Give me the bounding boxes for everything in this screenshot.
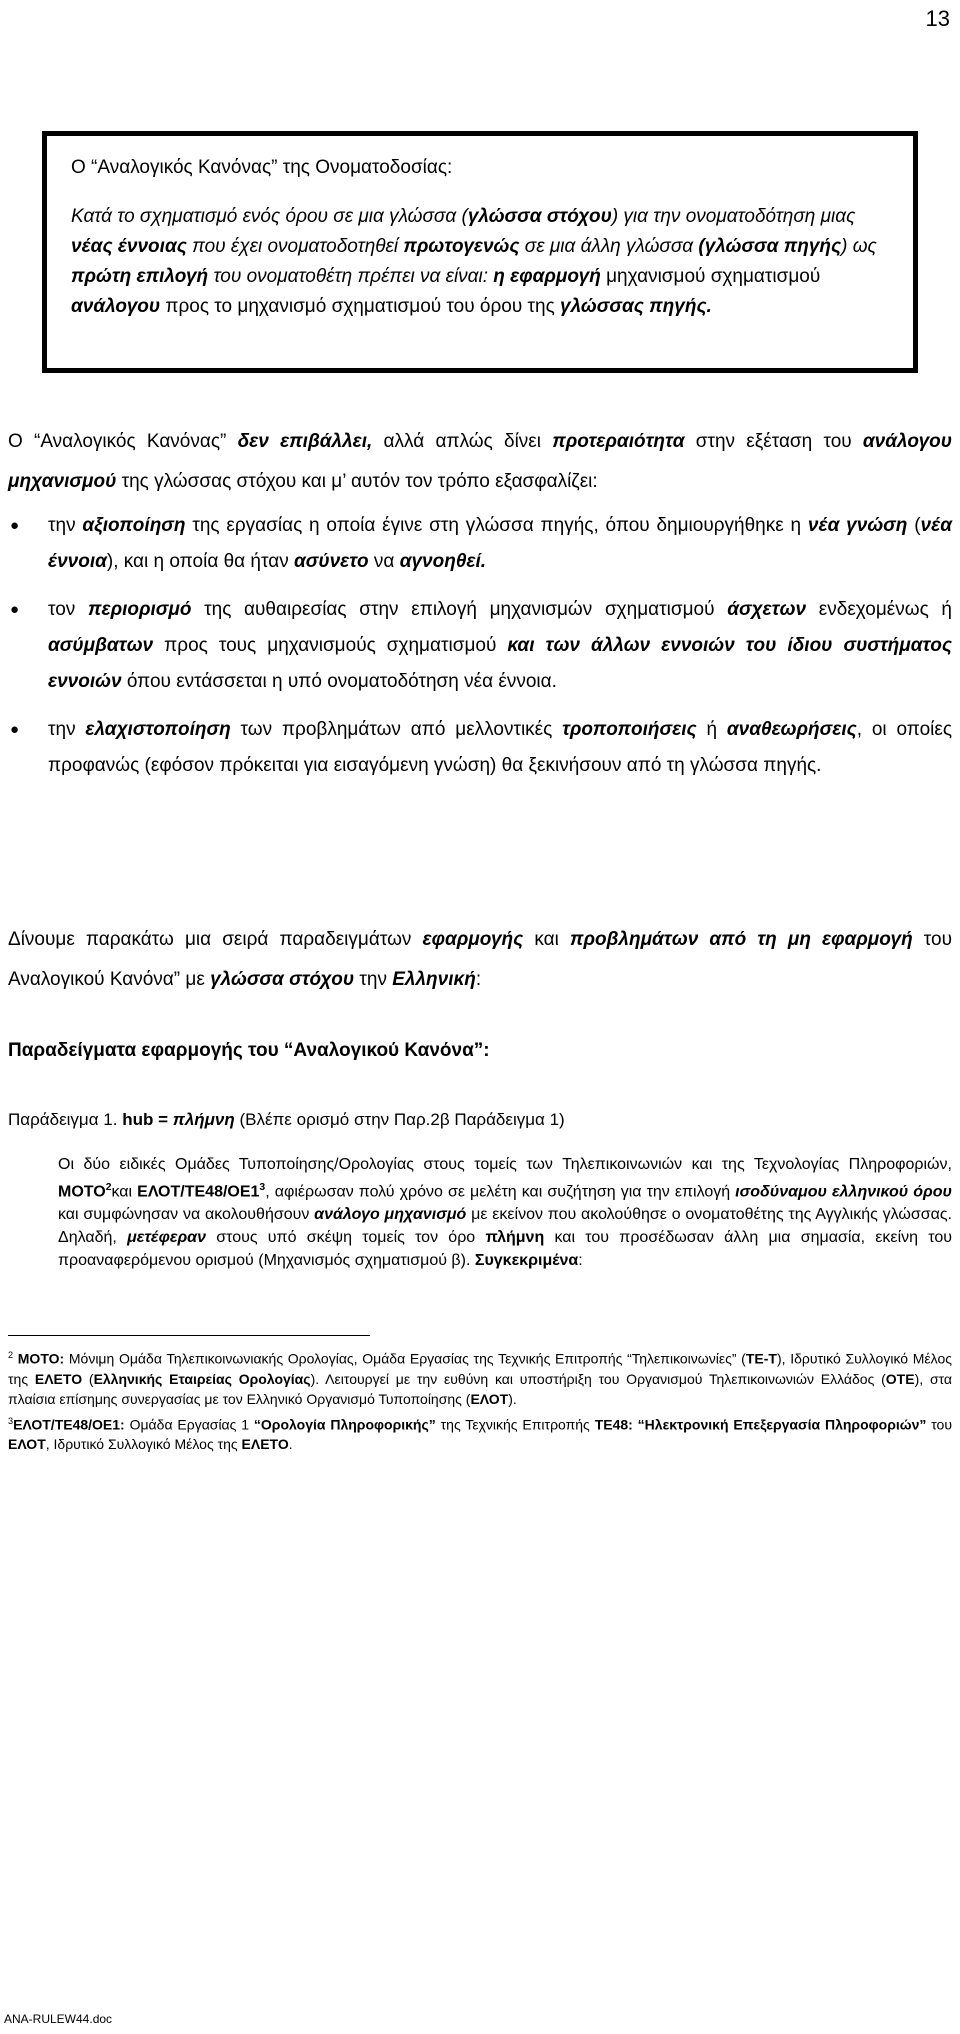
- bullet-icon: ●: [10, 517, 20, 534]
- list-item: ● την ελαχιστοποίηση των προβλημάτων από μελλοντικές τροποποιήσεις ή αναθεωρήσεις, οι οποίες προφανώς (εφόσον πρόκειται για εισαγόμενη γνώση) θα ξεκινήσουν από τη γλώσσα πηγής.: [8, 712, 952, 784]
- footnote-2: $^2$ ΜΟΤΟ: Μόνιμη Ομάδα Τηλεπικοινωνιακής Ορολογίας, Ομάδα Εργασίας της Τεχνικής Επιτροπής “Τηλεπικοινωνίες” (ΤΕ-Τ), Ιδρυτικό Συλλογικό Μέλος της ΕΛΕΤΟ (Ελληνικής Εταιρείας Ορολογίας). Λειτουργεί με την ευθύνη και υποστήριξη του Οργανισμού Τηλεπικοινωνιών Ελλάδος (ΟΤΕ), στα πλαίσια επίσημης συνεργασίας με τον Ελληνικό Οργανισμό Τυποποίησης (ΕΛΟΤ).: [8, 1350, 953, 1407]
- page-number: 13: [925, 6, 950, 31]
- list-item: ● τον περιορισμό της αυθαιρεσίας στην επιλογή μηχανισμών σχηματισμού άσχετων ενδεχομένως ή ασύμβατων προς τους μηχανισμούς σχηματισμού και των άλλων εννοιών του ίδιου συστήματος εννοιών όπου εντάσσεται η υπό ονοματοδότηση νέα έννοια.: [8, 592, 952, 700]
- example-1-header: Παράδειγμα 1. hub = πλήμνη (Βλέπε ορισμό στην Παρ.2β Παράδειγμα 1): [8, 1110, 565, 1129]
- examples-heading: Παραδείγματα εφαρμογής του “Αναλογικού Κανόνα”:: [8, 1040, 490, 1061]
- examples-intro-paragraph: Δίνουμε παρακάτω μια σειρά παραδειγμάτων εφαρμογής και προβλημάτων από τη μη εφαρμογή του Αναλογικού Κανόνα” με γλώσσα στόχου την Ελληνική:: [8, 929, 952, 990]
- intro-paragraph: Ο “Αναλογικός Κανόνας” δεν επιβάλλει, αλλά απλώς δίνει προτεραιότητα στην εξέταση του ανάλογου μηχανισμού της γλώσσας στόχου και μ’ αυτόν τον τρόπο εξασφαλίζει:: [8, 431, 952, 492]
- rule-box-title: Ο “Αναλογικός Κανόνας” της Ονοματοδοσίας:: [71, 157, 453, 178]
- rule-definition-box: [42, 131, 918, 373]
- example-1-paragraph: Οι δύο ειδικές Ομάδες Τυποποίησης/Ορολογίας στους τομείς των Τηλεπικοινωνιών και της Τεχνολογίας Πληροφοριών, ΜΟΤΟ$^2$και ΕΛΟΤ/$TE48/OE1^3$, αφιέρωσαν πολύ χρόνο σε μελέτη και συζήτηση για την επιλογή ισοδύναμου ελληνικού όρου και συμφώνησαν να ακολουθήσουν ανάλογο μηχανισμό με εκείνον που ακολούθησε ο ονοματοθέτης της Αγγλικής γλώσσας. Δηλαδή, μετέφεραν στους υπό σκέψη τομείς τον όρο πλήμνη και του προσέδωσαν άλλη μια σημασία, εκείνη του προαναφερόμενου ορισμού (Μηχανισμός σχηματισμού β). Συγκεκριμένα:: [58, 1156, 953, 1270]
- list-item: ● την αξιοποίηση της εργασίας η οποία έγινε στη γλώσσα πηγής, όπου δημιουργήθηκε η νέα γνώση (νέα έννοια), και η οποία θα ήταν ασύνετο να αγνοηθεί.: [8, 508, 952, 580]
- footnote-divider: [8, 1335, 370, 1336]
- bullet-icon: ●: [10, 721, 20, 738]
- footnotes: [8, 1345, 952, 1456]
- document-filename: ANA-RULEW44.doc: [4, 2012, 113, 2026]
- footnote-3: $^3$ΕΛΟΤ/ΤΕ48/ΟΕ1: Ομάδα Εργασίας 1 “Ορολογία Πληροφορικής” της Τεχνικής Επιτροπής ΤΕ48: “Ηλεκτρονική Επεξεργασία Πληροφοριών” του ΕΛΟΤ, Ιδρυτικό Συλλογικό Μέλος της ΕΛΕΤΟ.: [8, 1415, 953, 1453]
- rule-box-text: Κατά το σχηματισμό ενός όρου σε μια γλώσσα (γλώσσα στόχου) για την ονοματοδότηση μιας νέας έννοιας που έχει ονοματοδοτηθεί πρωτογενώς σε μια άλλη γλώσσα (γλώσσα πηγής) ως πρώτη επιλογή του ονοματοθέτη πρέπει να είναι: η εφαρμογή μηχανισμού σχηματισμού ανάλογου προς το μηχανισμό σχηματισμού του όρου της γλώσσας πηγής.: [71, 206, 877, 317]
- benefits-list: [8, 508, 952, 796]
- bullet-icon: ●: [10, 601, 20, 618]
